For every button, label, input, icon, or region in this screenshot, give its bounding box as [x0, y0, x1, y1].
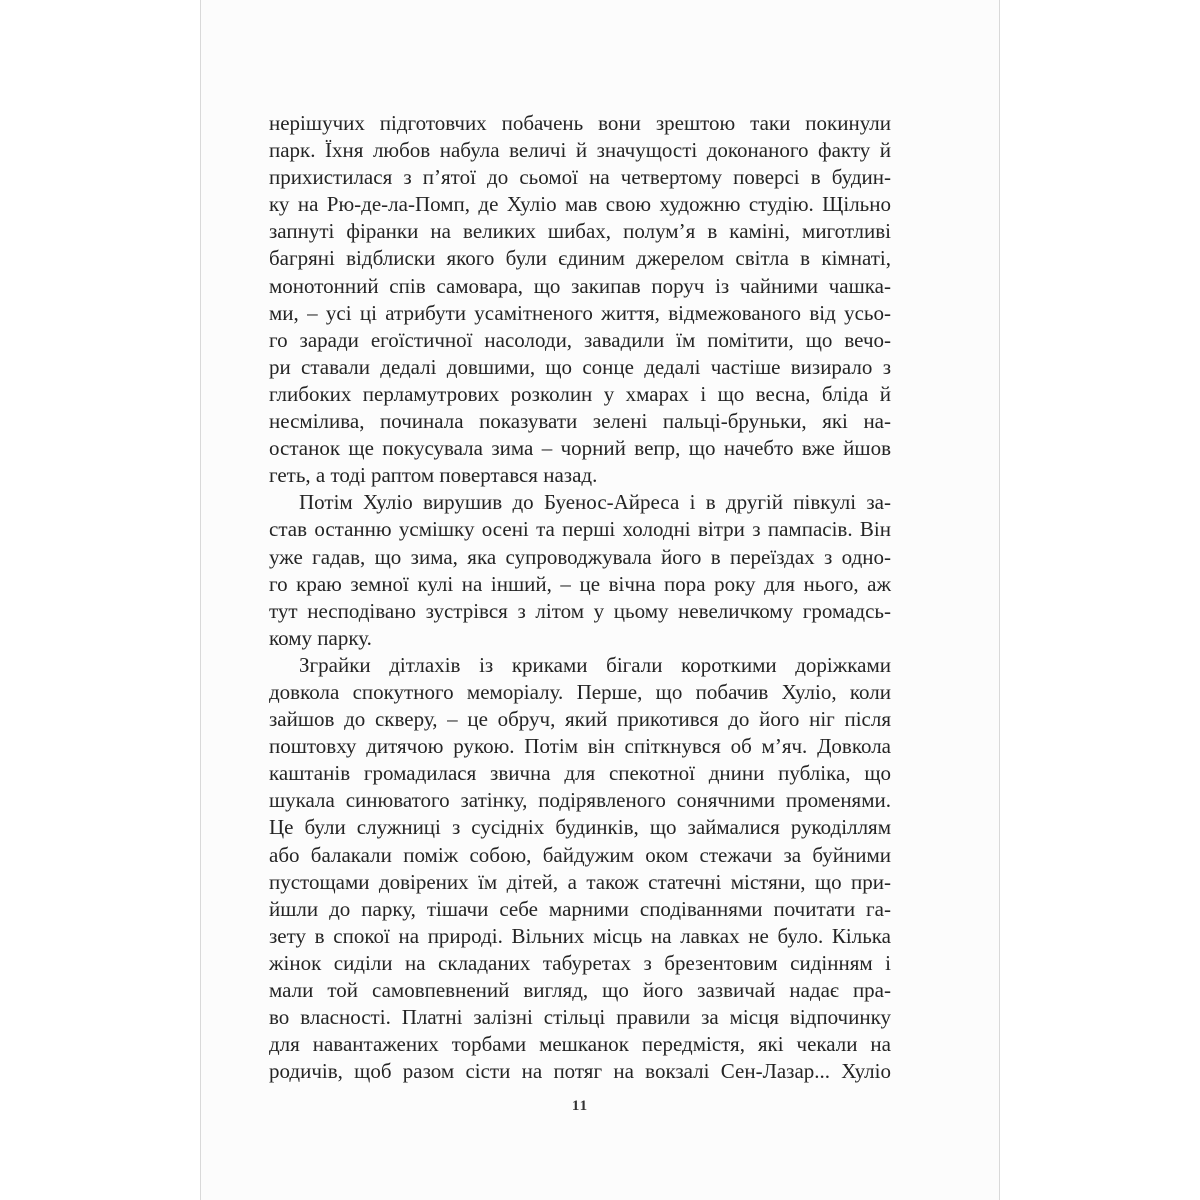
- text-line: геть, а тоді раптом повертався назад.: [269, 463, 598, 488]
- text-line: йшли до парку, тішачи себе марними сподіваннями почитати га-: [269, 896, 891, 921]
- text-line: тут несподівано зустрівся з літом у цьому невеличкому громадсь-: [269, 598, 891, 623]
- page-number: 11: [571, 1098, 589, 1114]
- text-line: во власності. Платні залізні стільці правили за місця відпочинку: [269, 1005, 891, 1030]
- text-line: ку на Рю-де-ла-Помп, де Хуліо мав свою художню студію. Щільно: [269, 192, 891, 217]
- text-line: нерішучих підготовчих побачень вони зрештою таки покинули: [269, 111, 891, 135]
- paragraph: [269, 110, 891, 489]
- text-line: Потім Хуліо вирушив до Буенос-Айреса і в другій півкулі за-: [299, 490, 891, 515]
- text-line: родичів, щоб разом сісти на потяг на вокзалі Сен-Лазар... Хуліо: [269, 1059, 891, 1084]
- text-line: ри ставали дедалі довшими, що сонце дедалі частіше визирало з: [269, 354, 891, 379]
- text-line: го заради егоїстичної насолоди, завадили їм помітити, що вечо-: [269, 327, 891, 352]
- text-line: монотонний спів самовара, що закипав поруч із чайними чашка-: [269, 273, 891, 298]
- paragraph: [269, 489, 891, 652]
- text-line: парк. Їхня любов набула величі й значущості доконаного факту й: [269, 138, 891, 163]
- text-line: глибоких перламутрових розколин у хмарах і що весна, бліда й: [269, 381, 891, 406]
- text-line: жінок сиділи на складаних табуретах з брезентовим сидінням і: [269, 950, 891, 975]
- text-line: Це були служниці з сусідніх будинків, що займалися рукоділлям: [269, 815, 891, 840]
- text-line: мали той самовпевнений вигляд, що його зазвичай надає пра-: [269, 978, 891, 1002]
- text-line: поштовху дитячою рукою. Потім він спіткнувся об м’яч. Довкола: [269, 734, 891, 759]
- text-line: пустощами довірених їм дітей, а також статечні містяни, що при-: [269, 869, 891, 894]
- text-line: Зграйки дітлахів із криками бігали короткими доріжками: [299, 652, 891, 677]
- text-line: довкола спокутного меморіалу. Перше, що побачив Хуліо, коли: [269, 679, 891, 704]
- text-line: кому парку.: [269, 625, 372, 650]
- text-line: ми, – усі ці атрибути усамітненого життя, відмежованого від усьо-: [269, 300, 891, 325]
- text-line: або балакали поміж собою, байдужим оком стежачи за буйними: [269, 842, 891, 867]
- text-line: несмілива, починала показувати зелені пальці-бруньки, які на-: [269, 409, 891, 434]
- text-line: шукала синюватого затінку, подірявленого сонячними променями.: [269, 788, 891, 813]
- text-line: для навантажених торбами мешканок передмістя, які чекали на: [269, 1032, 891, 1057]
- text-line: останок ще покусувала зима – чорний вепр, що начебто вже йшов: [269, 436, 891, 461]
- text-line: багряні відблиски якого були єдиним джерелом світла в кімнаті,: [269, 246, 891, 271]
- text-line: го краю земної кулі на інший, – це вічна пора року для нього, аж: [269, 571, 891, 596]
- text-line: уже гадав, що зима, яка супроводжувала його в переїздах з одно-: [269, 544, 891, 569]
- text-line: прихистилася з п’ятої до сьомої на четвертому поверсі в будин-: [269, 165, 891, 190]
- text-column: [269, 110, 891, 1085]
- text-line: став останню усмішку осені та перші холодні вітри з пампасів. Він: [269, 517, 891, 542]
- text-line: каштанів громадилася звична для спекотної днини публіка, що: [269, 761, 891, 786]
- paragraph: [269, 652, 891, 1086]
- text-line: запнуті фіранки на великих шибах, полум’я в каміні, миготливі: [269, 219, 891, 244]
- text-line: зету в спокої на природі. Вільних місць на лавках не було. Кілька: [269, 923, 891, 948]
- text-line: зайшов до скверу, – це обруч, який прикотився до його ніг після: [269, 707, 891, 732]
- book-page: [200, 0, 1000, 1200]
